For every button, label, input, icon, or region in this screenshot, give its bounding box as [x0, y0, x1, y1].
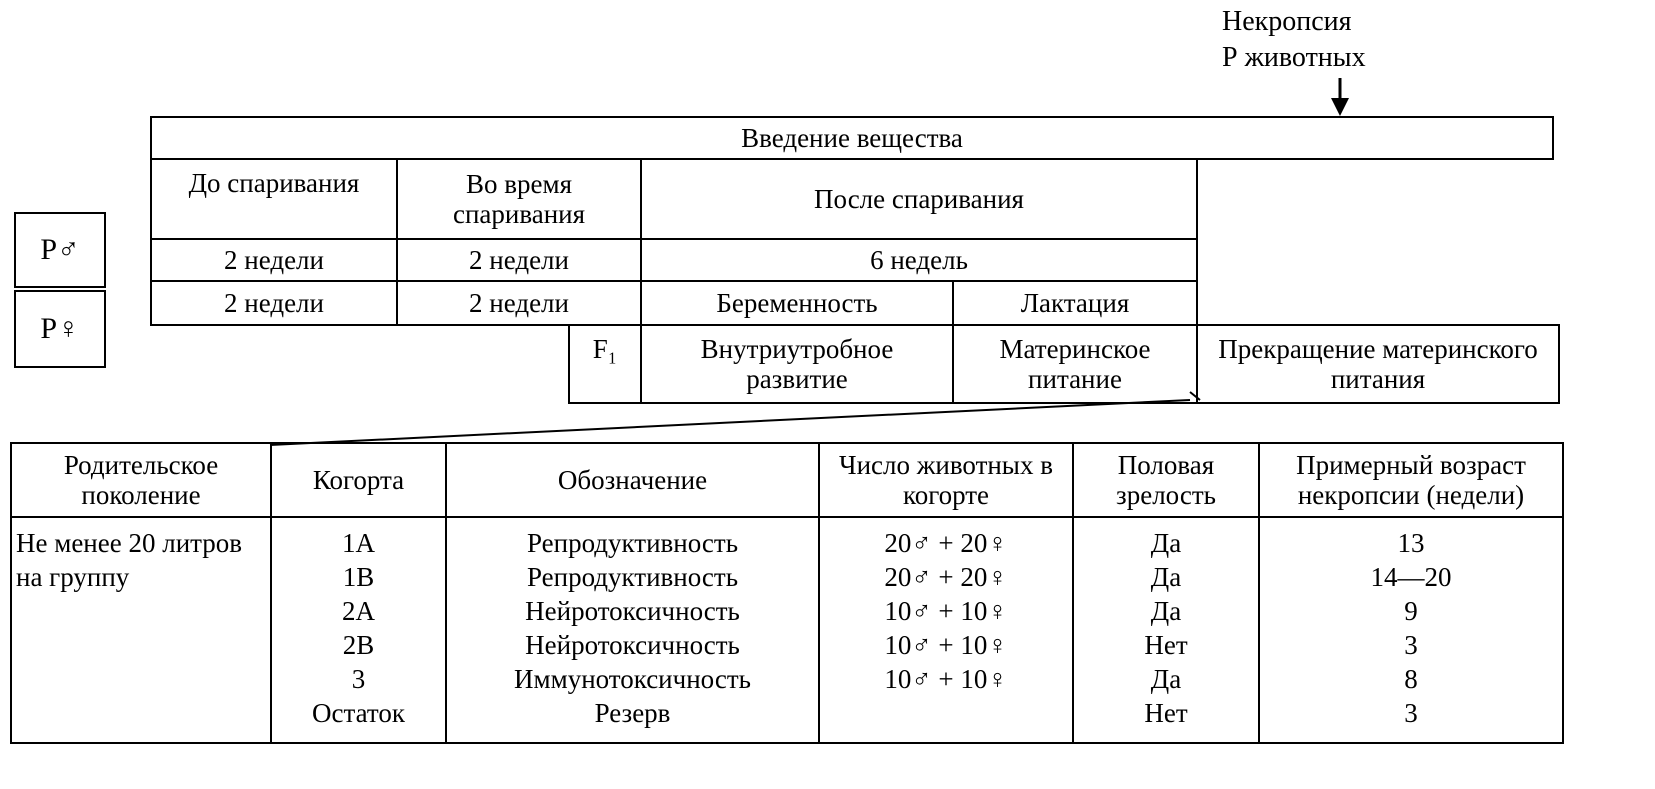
maturity-row-4: Нет [1144, 630, 1188, 660]
necropsy-arrow-head [1331, 98, 1349, 116]
after-mating-cell [640, 158, 1198, 240]
maturity-column [1074, 526, 1258, 730]
maturity-row-6: Нет [1144, 698, 1188, 728]
during-mating-cell [396, 158, 642, 240]
female-during-text: 2 недели [469, 288, 569, 318]
male-after-cell [640, 238, 1198, 282]
age-column [1260, 526, 1562, 730]
age-row-6: 3 [1404, 698, 1418, 728]
cohort-row-4: 2В [342, 630, 375, 660]
header-age-text: Примерный возраст некропсии (недели) [1296, 450, 1526, 510]
connector-line-left [270, 400, 1190, 445]
header-maturity-text: Половая зрелость [1116, 450, 1216, 510]
parental-note-text: Не менее 20 литров на группу [16, 528, 243, 592]
maternal-feeding-text: Материнское питание [999, 334, 1151, 394]
age-row-3: 9 [1404, 596, 1418, 626]
female-before-cell [150, 280, 398, 326]
f1-label-cell [568, 324, 642, 404]
cohort-row-3: 2А [342, 596, 375, 626]
pregnancy-text: Беременность [716, 288, 878, 318]
header-maturity [1074, 444, 1258, 516]
maturity-row-3: Да [1150, 596, 1182, 626]
header-count [820, 444, 1072, 516]
treatment-header-text: Введение вещества [741, 123, 963, 153]
header-cohort [272, 444, 445, 516]
treatment-header [150, 116, 1554, 160]
designation-column [447, 526, 818, 730]
during-mating-text: Во время спаривания [452, 169, 586, 229]
necropsy-label-line1: Некропсия [1222, 6, 1352, 37]
designation-row-2: Репродуктивность [526, 562, 739, 592]
maturity-row-2: Да [1150, 562, 1182, 592]
age-row-4: 3 [1404, 630, 1418, 660]
pregnancy-cell [640, 280, 954, 326]
cohort-row-6: Остаток [312, 698, 405, 728]
header-cohort-text: Когорта [312, 465, 405, 495]
header-count-text: Число животных в когорте [839, 450, 1053, 510]
maturity-row-1: Да [1150, 528, 1182, 558]
maternal-feeding-cell [952, 324, 1198, 404]
parent-female-box [14, 290, 106, 368]
cohort-row-5: 3 [351, 664, 366, 694]
cohort-table-header-divider [10, 516, 1564, 518]
male-before-text: 2 недели [224, 245, 324, 275]
lactation-cell [952, 280, 1198, 326]
male-before-cell [150, 238, 398, 282]
weaning-cell [1196, 324, 1560, 404]
maturity-row-5: Да [1150, 664, 1182, 694]
intrauterine-cell [640, 324, 954, 404]
header-age [1260, 444, 1562, 516]
age-row-5: 8 [1404, 664, 1418, 694]
count-row-1: 20♂ + 20♀ [884, 528, 1008, 558]
designation-row-6: Резерв [594, 698, 671, 728]
after-mating-text: После спаривания [814, 184, 1024, 214]
cohort-row-1: 1А [342, 528, 375, 558]
header-parental-text: Родительское поколение [63, 450, 219, 510]
intrauterine-text: Внутриутробное развитие [700, 334, 894, 394]
cohort-row-2: 1В [342, 562, 375, 592]
header-parental [12, 444, 270, 516]
designation-row-1: Репродуктивность [526, 528, 739, 558]
count-row-5: 10♂ + 10♀ [884, 664, 1008, 694]
cohort-column [272, 526, 445, 730]
parent-male-label: Р♂ [40, 233, 80, 266]
count-row-2: 20♂ + 20♀ [884, 562, 1008, 592]
parent-male-box [14, 212, 106, 288]
parent-female-label: Р♀ [40, 312, 80, 345]
designation-row-5: Иммунотоксичность [514, 664, 751, 694]
lactation-text: Лактация [1020, 288, 1130, 318]
male-during-cell [396, 238, 642, 282]
count-row-3: 10♂ + 10♀ [884, 596, 1008, 626]
female-before-text: 2 недели [224, 288, 324, 318]
designation-row-3: Нейротоксичность [525, 596, 740, 626]
header-designation-text: Обозначение [557, 465, 708, 495]
designation-row-4: Нейротоксичность [525, 630, 740, 660]
f1-label-text: F₁ [592, 334, 618, 364]
male-after-text: 6 недель [870, 245, 968, 275]
age-row-1: 13 [1397, 528, 1425, 558]
count-column [820, 526, 1072, 696]
parental-note [16, 526, 270, 594]
before-mating-text: До спаривания [188, 168, 360, 198]
male-during-text: 2 недели [469, 245, 569, 275]
count-row-4: 10♂ + 10♀ [884, 630, 1008, 660]
weaning-text: Прекращение материнского питания [1218, 334, 1538, 394]
header-designation [447, 444, 818, 516]
age-row-2: 14—20 [1370, 562, 1452, 592]
necropsy-label-line2: Р животных [1222, 42, 1366, 73]
female-during-cell [396, 280, 642, 326]
before-mating-cell [150, 158, 398, 240]
